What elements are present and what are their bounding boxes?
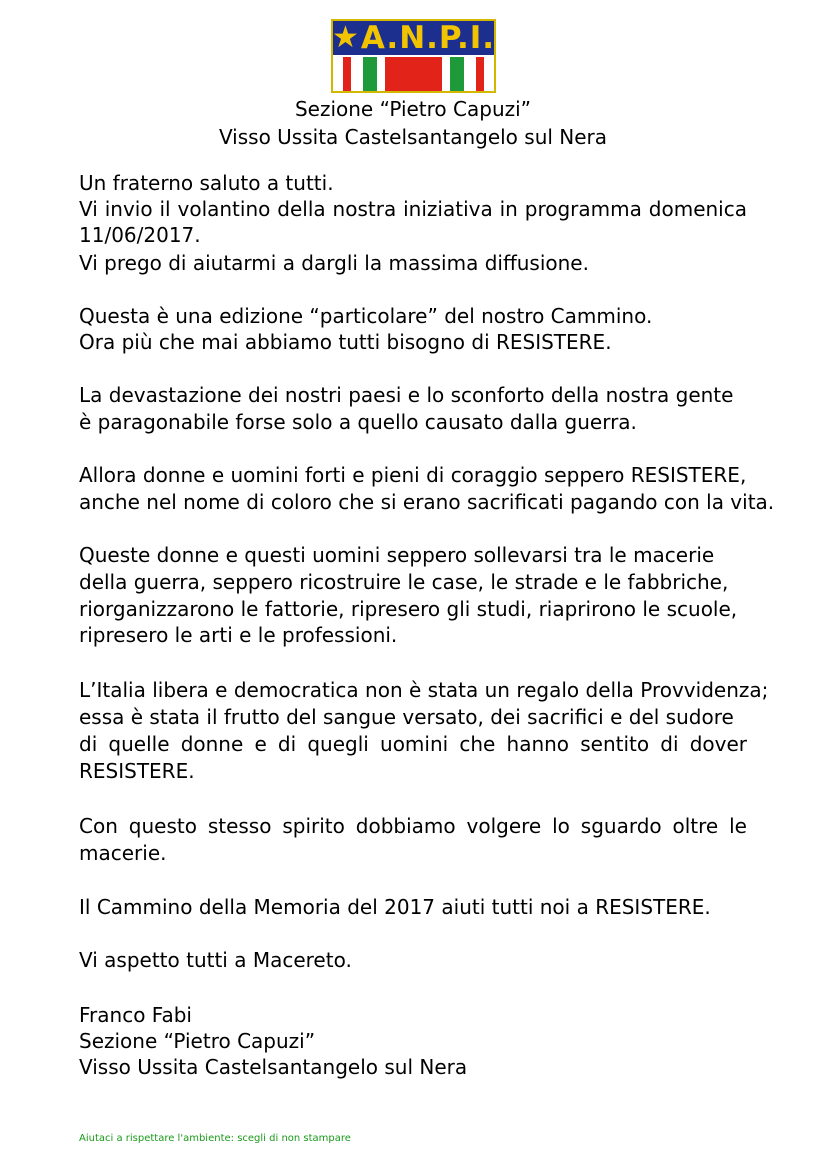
body-line: ripresero le arti e le professioni. — [79, 623, 398, 647]
stripe-white — [333, 57, 343, 91]
body-line: essa è stata il frutto del sangue versato, dei sacrifici e del sudore — [79, 705, 734, 729]
body-line: Il Cammino della Memoria del 2017 aiuti tutti noi a RESISTERE. — [79, 895, 711, 919]
body-line: Ora più che mai abbiamo tutti bisogno di RESISTERE. — [79, 330, 612, 354]
stripe-white — [442, 57, 450, 91]
body-line: Queste donne e questi uomini seppero sollevarsi tra le macerie — [79, 543, 715, 567]
body-line: 11/06/2017. — [79, 223, 201, 247]
body-line: Vi aspetto tutti a Macereto. — [79, 948, 352, 972]
body-line: di quelle donne e di quegli uomini che hanno sentito di dover — [79, 732, 747, 756]
body-line: L’Italia libera e democratica non è stata un regalo della Provvidenza; — [79, 678, 769, 702]
logo-flag-stripes — [333, 57, 494, 91]
body-line: Allora donne e uomini forti e pieni di coraggio seppero RESISTERE, — [79, 463, 747, 487]
body-line: anche nel nome di coloro che si erano sacrificati pagando con la vita. — [79, 490, 775, 514]
stripe-white — [377, 57, 385, 91]
star-icon: ★ — [331, 20, 359, 55]
body-line: Vi invio il volantino della nostra iniziativa in programma domenica — [79, 197, 747, 221]
body-line: macerie. — [79, 841, 167, 865]
stripe-green — [450, 57, 464, 91]
body-line: Con questo stesso spirito dobbiamo volgere lo sguardo oltre le — [79, 814, 747, 838]
body-line: è paragonabile forse solo a quello causato dalla guerra. — [79, 410, 637, 434]
stripe-white — [351, 57, 363, 91]
signature-section: Sezione “Pietro Capuzi” — [79, 1029, 316, 1053]
body-line: Vi prego di aiutarmi a dargli la massima diffusione. — [79, 251, 589, 275]
stripe-white — [464, 57, 476, 91]
anpi-logo — [331, 19, 496, 93]
logo-banner — [333, 21, 494, 55]
signature-place: Visso Ussita Castelsantangelo sul Nera — [79, 1055, 468, 1079]
stripe-red — [476, 57, 484, 91]
header-section-name: Sezione “Pietro Capuzi” — [294, 97, 532, 121]
header-location: Visso Ussita Castelsantangelo sul Nera — [218, 125, 608, 149]
footer-environment-note: Aiutaci a rispettare l'ambiente: scegli di non stampare — [79, 1133, 351, 1144]
stripe-white — [484, 57, 494, 91]
stripe-red — [343, 57, 351, 91]
body-line: Questa è una edizione “particolare” del nostro Cammino. — [79, 304, 653, 328]
body-line: Un fraterno saluto a tutti. — [79, 171, 334, 195]
body-line: RESISTERE. — [79, 759, 195, 783]
body-line: della guerra, seppero ricostruire le case, le strade e le fabbriche, — [79, 570, 729, 594]
body-line: riorganizzarono le fattorie, ripresero gli studi, riaprirono le scuole, — [79, 597, 738, 621]
body-line: La devastazione dei nostri paesi e lo sconforto della nostra gente — [79, 383, 734, 407]
logo-text: A.N.P.I. — [360, 20, 496, 56]
stripe-green — [363, 57, 377, 91]
signature-name: Franco Fabi — [79, 1003, 192, 1027]
stripe-red — [385, 57, 442, 91]
